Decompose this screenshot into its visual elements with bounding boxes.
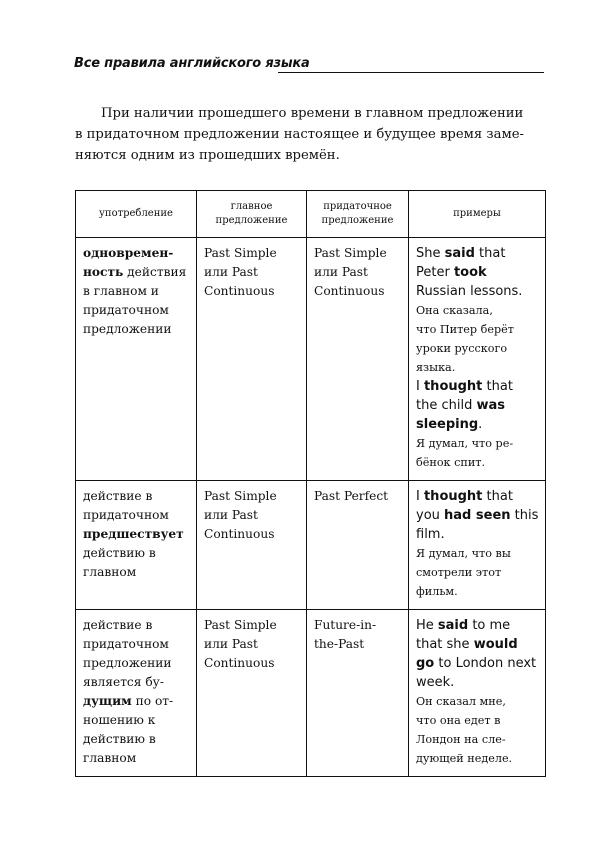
tense-line: the-Past	[314, 637, 365, 651]
usage-line: одновремен-	[83, 246, 174, 260]
example-line: уроки русского	[416, 342, 508, 355]
usage-line: придаточном	[83, 637, 169, 651]
example-translation	[416, 692, 539, 768]
tense-line: Past Simple	[204, 489, 277, 503]
example-line: Я думал, что вы	[416, 547, 511, 560]
example-line: sleeping.	[416, 417, 483, 432]
usage-line: ность действия	[83, 265, 187, 279]
main-clause-tense-cell	[197, 238, 307, 481]
example-line: Peter took	[416, 265, 487, 280]
example-line: языка.	[416, 361, 456, 374]
example-line: фильм.	[416, 585, 458, 598]
tense-line: Continuous	[204, 656, 275, 670]
example-line: the child was	[416, 398, 505, 413]
header-subordinate-clause: придаточное предложение	[307, 191, 409, 238]
running-header	[74, 56, 544, 78]
usage-line: придаточном	[83, 508, 169, 522]
usage-line: предложении	[83, 656, 172, 670]
usage-line: является бу-	[83, 675, 164, 689]
example-line: что Питер берёт	[416, 323, 514, 336]
table-row	[76, 238, 546, 481]
usage-line: дущим по от-	[83, 694, 174, 708]
example-translation	[416, 301, 539, 377]
example-line: Лондон на сле-	[416, 733, 506, 746]
usage-line: придаточном	[83, 303, 169, 317]
example-line: you had seen this	[416, 508, 539, 523]
example-translation	[416, 434, 539, 472]
example-line: Я думал, что ре-	[416, 437, 514, 450]
example-translation	[416, 544, 539, 601]
usage-line: в главном и	[83, 284, 159, 298]
usage-line: ношению к	[83, 713, 156, 727]
tense-line: Past Simple	[204, 618, 277, 632]
usage-line: предложении	[83, 322, 172, 336]
tense-rules-table	[75, 190, 546, 777]
usage-cell	[76, 481, 197, 610]
example-line: Она сказала,	[416, 304, 493, 317]
book-title: Все правила английского языка	[74, 56, 310, 71]
tense-line: Past Simple	[204, 246, 277, 260]
example-line: film.	[416, 527, 445, 542]
usage-cell	[76, 238, 197, 481]
table-row	[76, 481, 546, 610]
examples-cell	[409, 610, 546, 777]
example-line: She said that	[416, 246, 506, 261]
table-row	[76, 610, 546, 777]
example-line: He said to me	[416, 618, 511, 633]
usage-line: главном	[83, 751, 137, 765]
subordinate-clause-tense-cell	[307, 238, 409, 481]
example-line: Он сказал мне,	[416, 695, 506, 708]
example-line: смотрели этот	[416, 566, 502, 579]
tense-line: или Past	[204, 508, 258, 522]
tense-line: или Past	[314, 265, 368, 279]
example-line: Russian lessons.	[416, 284, 523, 299]
tense-line: Past Perfect	[314, 489, 389, 503]
examples-cell	[409, 481, 546, 610]
examples-cell	[409, 238, 546, 481]
tense-line: Future-in-	[314, 618, 377, 632]
tense-line: Past Simple	[314, 246, 387, 260]
tense-line: или Past	[204, 637, 258, 651]
example-line: go to London next	[416, 656, 537, 671]
intro-line: няются одним из прошедших времён.	[75, 148, 340, 163]
table-header-row	[76, 191, 546, 238]
tense-line: Continuous	[204, 284, 275, 298]
example-line: что она едет в	[416, 714, 501, 727]
tense-line: Continuous	[314, 284, 385, 298]
main-clause-tense-cell	[197, 610, 307, 777]
header-main-clause: главное предложение	[197, 191, 307, 238]
example-line: week.	[416, 675, 455, 690]
usage-line: действию в	[83, 732, 156, 746]
intro-line: в придаточном предложении настоящее и будущее время заме-	[75, 127, 525, 142]
usage-line: действию в	[83, 546, 156, 560]
example-english	[416, 487, 539, 544]
header-examples: примеры	[409, 191, 546, 238]
subordinate-clause-tense-cell	[307, 481, 409, 610]
example-line: дующей неделе.	[416, 752, 513, 765]
usage-line: действие в	[83, 618, 153, 632]
usage-line: действие в	[83, 489, 153, 503]
example-english	[416, 377, 539, 434]
usage-line: предшествует	[83, 527, 184, 541]
tense-line: Continuous	[204, 527, 275, 541]
tense-line: или Past	[204, 265, 258, 279]
example-english	[416, 616, 539, 692]
example-english	[416, 244, 539, 301]
example-line: бёнок спит.	[416, 456, 486, 469]
intro-paragraph	[75, 103, 545, 166]
example-line: I thought that	[416, 379, 513, 394]
header-rule	[278, 72, 544, 73]
usage-cell	[76, 610, 197, 777]
example-line: I thought that	[416, 489, 513, 504]
example-line: that she would	[416, 637, 518, 652]
intro-line: При наличии прошедшего времени в главном предложении	[101, 106, 524, 121]
subordinate-clause-tense-cell	[307, 610, 409, 777]
header-usage: употребление	[76, 191, 197, 238]
main-clause-tense-cell	[197, 481, 307, 610]
usage-line: главном	[83, 565, 137, 579]
